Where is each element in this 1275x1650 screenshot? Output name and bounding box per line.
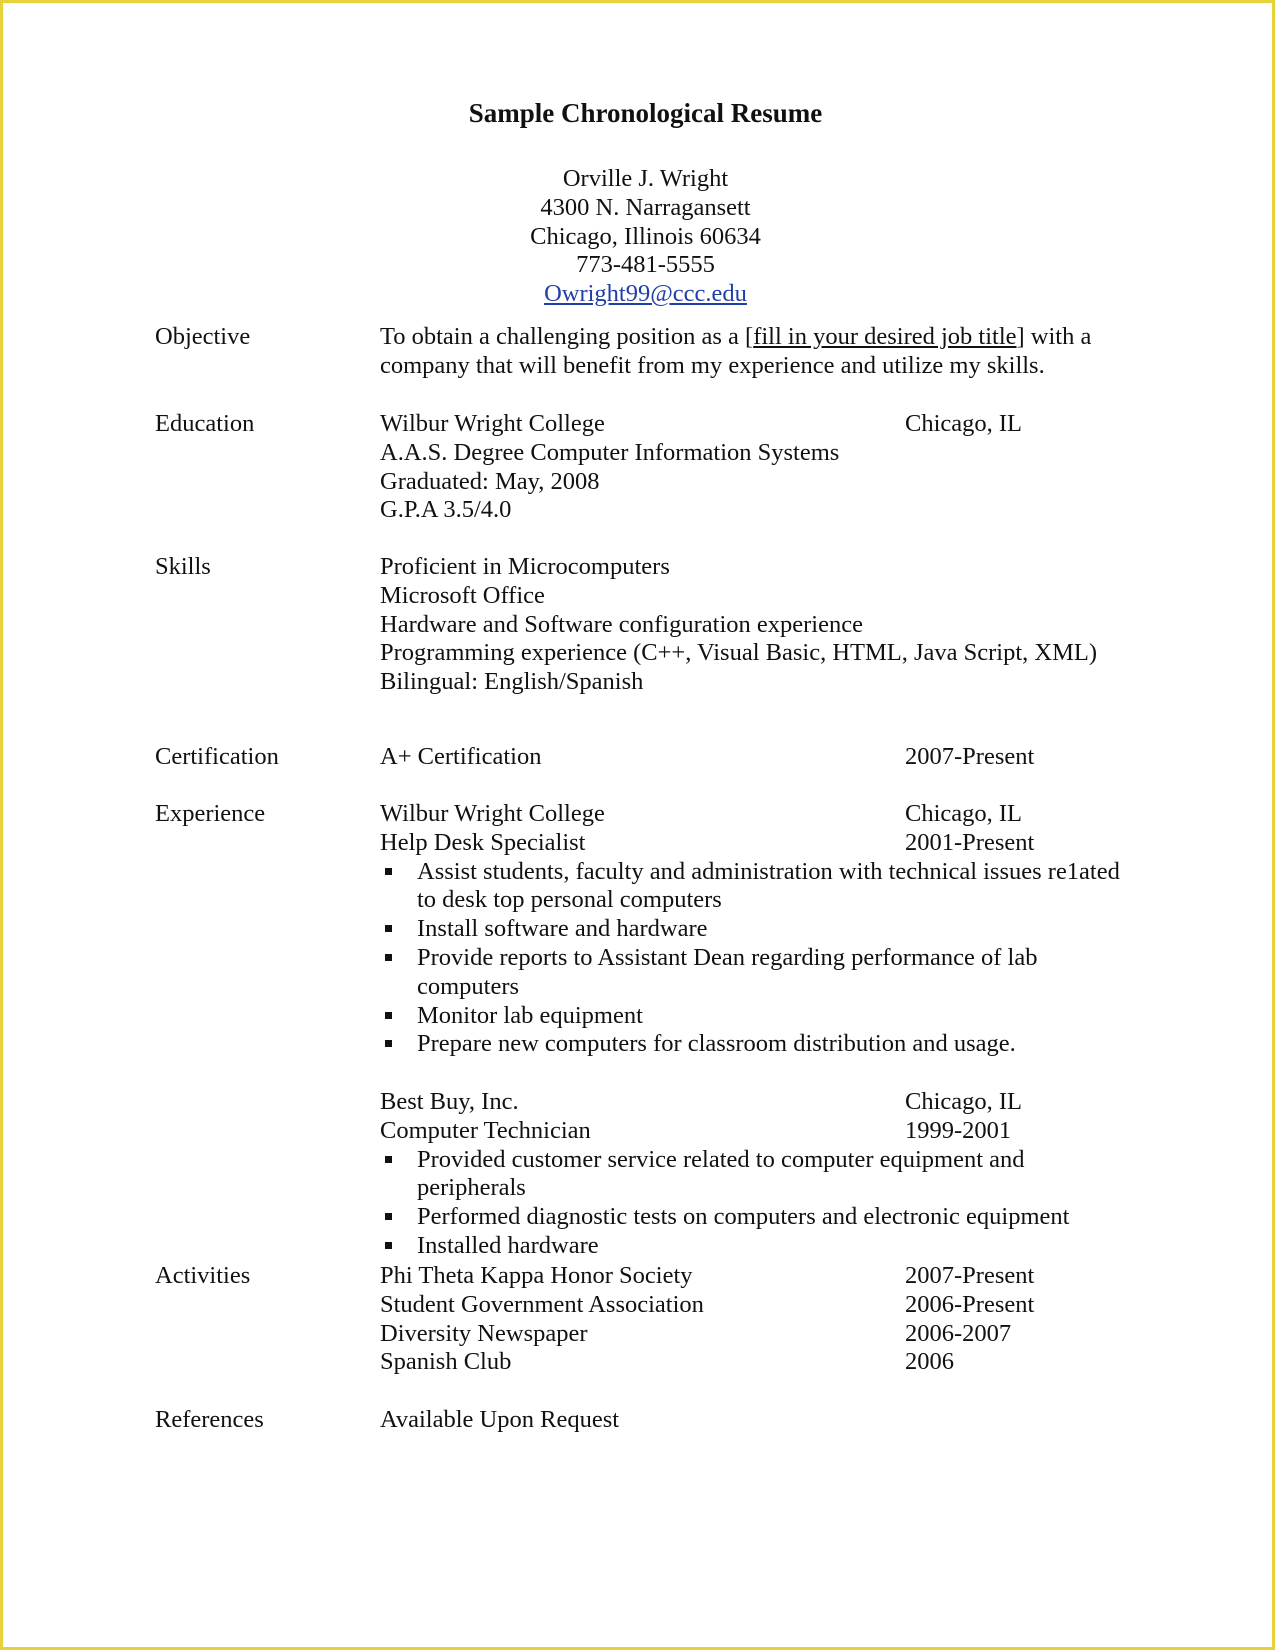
job-employer: Best Buy, Inc. xyxy=(380,1087,519,1115)
page-title: Sample Chronological Resume xyxy=(468,98,823,128)
references-text: Available Upon Request xyxy=(380,1406,620,1433)
certification-row xyxy=(380,743,1155,772)
skill-item: Bilingual: English/Spanish xyxy=(380,668,644,696)
job-employer-row xyxy=(380,800,1155,829)
job-dates: 2001-Present xyxy=(905,828,1035,856)
activity-name: Diversity Newspaper xyxy=(380,1319,588,1347)
list-item: Installed hardware xyxy=(380,1232,1137,1261)
contact-block xyxy=(3,165,1275,309)
objective-line-1: To obtain a challenging position as a [fill in your desired job title] with a xyxy=(380,323,1092,350)
activity-row xyxy=(380,1348,1155,1377)
contact-phone: 773-481-5555 xyxy=(576,251,715,279)
list-item: Monitor lab equipment xyxy=(380,1002,1137,1031)
activity-row xyxy=(380,1291,1155,1320)
education-location: Chicago, IL xyxy=(905,410,1023,437)
activity-name: Phi Theta Kappa Honor Society xyxy=(380,1262,693,1289)
job-employer-row xyxy=(380,1088,1155,1117)
job-title: Help Desk Specialist xyxy=(380,828,586,856)
skill-item: Microsoft Office xyxy=(380,581,545,609)
job-duties-list xyxy=(380,1146,1155,1261)
education-school-row xyxy=(380,410,1155,439)
square-bullet-icon xyxy=(385,1242,392,1249)
job-dates: 1999-2001 xyxy=(905,1116,1012,1144)
contact-name: Orville J. Wright xyxy=(562,165,729,192)
square-bullet-icon xyxy=(385,1156,392,1163)
square-bullet-icon xyxy=(385,1012,392,1019)
section-label-skills: Skills xyxy=(155,553,211,580)
certification-dates: 2007-Present xyxy=(905,743,1035,770)
list-item: Install software and hardware xyxy=(380,915,1137,944)
list-item: Provide reports to Assistant Dean regarding performance of lab computers xyxy=(380,944,1137,1002)
contact-street: 4300 N. Narragansett xyxy=(540,193,751,221)
job-duties-list xyxy=(380,858,1155,1060)
list-item: Provided customer service related to computer equipment and peripherals xyxy=(380,1146,1137,1204)
list-item: Performed diagnostic tests on computers and electronic equipment xyxy=(380,1203,1137,1232)
square-bullet-icon xyxy=(385,1040,392,1047)
activity-name: Student Government Association xyxy=(380,1290,704,1318)
job-title-placeholder: fill in your desired job title xyxy=(753,323,1017,350)
education-degree: A.A.S. Degree Computer Information Systems xyxy=(380,438,840,466)
skill-item: Hardware and Software configuration experience xyxy=(380,610,863,638)
section-label-activities: Activities xyxy=(155,1262,251,1289)
square-bullet-icon xyxy=(385,925,392,932)
section-label-references: References xyxy=(155,1406,264,1433)
job-title: Computer Technician xyxy=(380,1116,591,1144)
activity-dates: 2006-2007 xyxy=(905,1319,1012,1347)
education-gpa: G.P.A 3.5/4.0 xyxy=(380,496,512,524)
education-graduated: Graduated: May, 2008 xyxy=(380,467,600,495)
job-location: Chicago, IL xyxy=(905,1087,1023,1115)
contact-email-link[interactable]: Owright99@ccc.edu xyxy=(544,280,747,308)
job-title-row xyxy=(380,1117,1155,1146)
certification-name: A+ Certification xyxy=(380,743,542,770)
skill-item: Proficient in Microcomputers xyxy=(380,553,670,580)
job-title-row xyxy=(380,829,1155,858)
list-item: Prepare new computers for classroom distribution and usage. xyxy=(380,1030,1137,1059)
activity-dates: 2007-Present xyxy=(905,1262,1035,1289)
square-bullet-icon xyxy=(385,868,392,875)
section-label-objective: Objective xyxy=(155,323,251,350)
activity-dates: 2006 xyxy=(905,1348,954,1376)
section-label-experience: Experience xyxy=(155,800,266,827)
section-label-education: Education xyxy=(155,410,255,437)
objective-line-2: company that will benefit from my experience and utilize my skills. xyxy=(380,351,1045,379)
education-school: Wilbur Wright College xyxy=(380,410,605,437)
activity-row xyxy=(380,1320,1155,1349)
square-bullet-icon xyxy=(385,1213,392,1220)
list-item: Assist students, faculty and administration with technical issues re1ated to desk top personal computers xyxy=(380,858,1137,916)
activity-row xyxy=(380,1262,1155,1291)
job-location: Chicago, IL xyxy=(905,800,1023,827)
contact-city: Chicago, Illinois 60634 xyxy=(530,222,761,250)
activity-name: Spanish Club xyxy=(380,1348,512,1376)
activity-dates: 2006-Present xyxy=(905,1290,1035,1318)
job-employer: Wilbur Wright College xyxy=(380,800,605,827)
section-label-certification: Certification xyxy=(155,743,279,770)
square-bullet-icon xyxy=(385,954,392,961)
skill-item: Programming experience (C++, Visual Basic, HTML, Java Script, XML) xyxy=(380,639,1098,667)
